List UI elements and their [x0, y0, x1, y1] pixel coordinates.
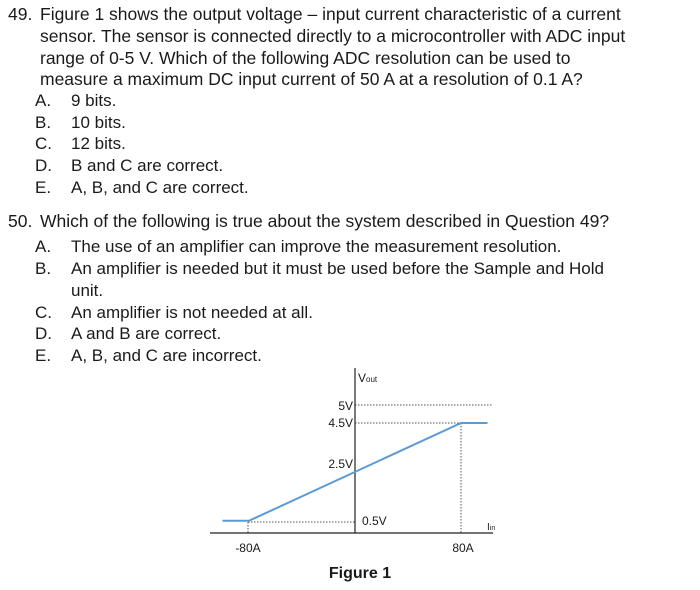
option-letter: D. [35, 156, 52, 175]
tick-label-4-5v: 4.5V [328, 416, 353, 430]
option-text: An amplifier is needed but it must be used before the Sample and Hold [71, 259, 604, 278]
question-49-line-1: Figure 1 shows the output voltage – input current characteristic of a current [40, 4, 621, 24]
option-letter: A. [35, 237, 52, 256]
option-text: 9 bits. [71, 91, 117, 110]
option-text: 12 bits. [71, 134, 126, 153]
option-text: A, B, and C are incorrect. [71, 346, 262, 365]
option-letter: C. [35, 303, 52, 322]
tick-label-5v: 5V [338, 399, 353, 413]
question-number: 49. [8, 4, 33, 24]
option-letter: D. [35, 324, 52, 343]
tick-label-0-5v: 0.5V [362, 514, 387, 528]
option-text: B and C are correct. [71, 156, 224, 175]
question-49-line-3: range of 0-5 V. Which of the following ADC resolution can be used to [40, 48, 571, 68]
y-axis-label [358, 371, 378, 385]
option-text: The use of an amplifier can improve the measurement resolution. [71, 237, 562, 256]
option-letter: E. [35, 178, 52, 197]
figure-caption: Figure 1 [328, 565, 392, 582]
y-axis-label-sub: out [366, 375, 378, 384]
option-letter: B. [35, 259, 52, 278]
question-50-line: Which of the following is true about the system described in Question 49? [40, 211, 610, 231]
x-axis-label [487, 522, 495, 533]
option-letter: A. [35, 91, 52, 110]
tick-label-2-5v: 2.5V [328, 457, 353, 471]
x-axis-label-main: I [487, 522, 490, 533]
question-49-line-4: measure a maximum DC input current of 50 A at a resolution of 0.1 A? [40, 69, 583, 89]
question-49-line-2: sensor. The sensor is connected directly to a microcontroller with ADC input [40, 26, 626, 46]
option-text: An amplifier is not needed at all. [71, 303, 313, 322]
option-letter: E. [35, 346, 52, 365]
option-text: A and B are correct. [71, 324, 222, 343]
option-letter: C. [35, 134, 52, 153]
option-text-continued: unit. [71, 281, 104, 300]
question-number: 50. [8, 211, 33, 231]
tick-label-80a: 80A [452, 541, 474, 555]
tick-label-neg-80a: -80A [235, 541, 261, 555]
option-text: 10 bits. [71, 113, 126, 132]
option-text: A, B, and C are correct. [71, 178, 249, 197]
option-letter: B. [35, 113, 52, 132]
x-axis-label-sub: in [489, 525, 496, 532]
y-axis-label-main: V [358, 371, 367, 385]
